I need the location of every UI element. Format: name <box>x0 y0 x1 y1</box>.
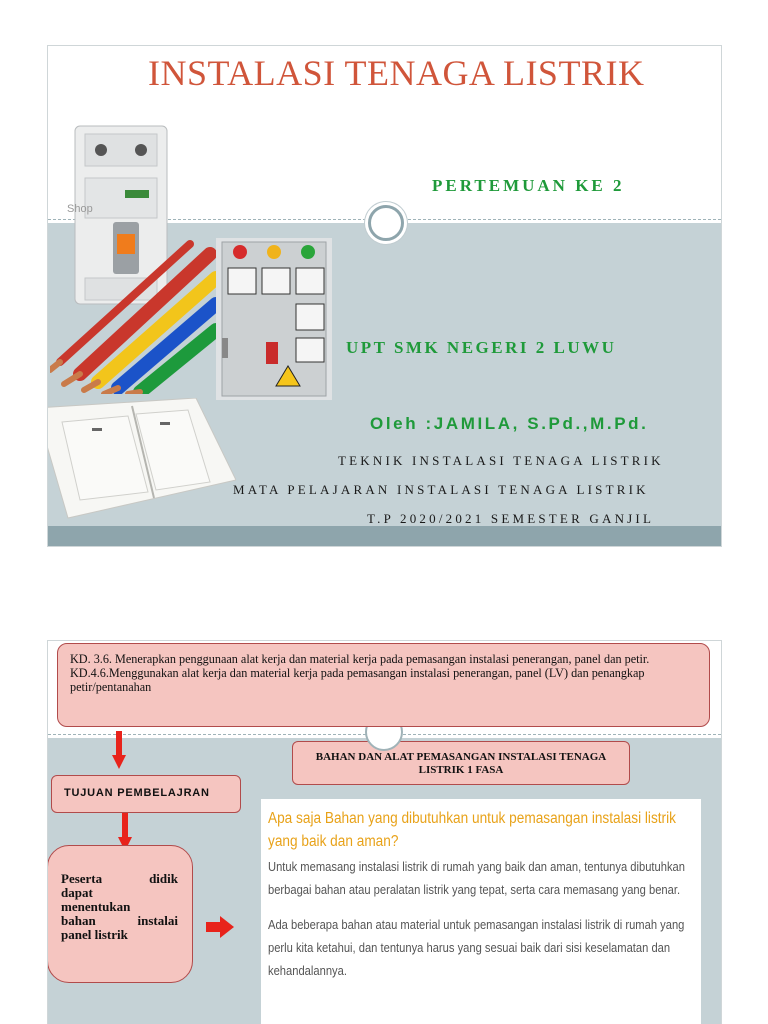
objective-detail-box <box>47 845 193 983</box>
subtitle-year: T.P 2020/2021 SEMESTER GANJIL <box>367 511 655 526</box>
article-paragraph: Ada beberapa bahan atau material untuk pemasangan instalasi listrik di rumah yang perlu kita ketahui, dan tentunya harus yang sesuai baik dari sisi keselamatan dan kehandalannya. <box>268 917 685 978</box>
electrical-panel-image <box>216 238 332 400</box>
meeting-label: PERTEMUAN KE 2 <box>432 176 625 195</box>
article-excerpt <box>261 799 701 1024</box>
title-slide <box>47 45 722 547</box>
arrow-right-icon <box>206 916 234 938</box>
learning-objective-box: TUJUAN PEMBELAJRAN <box>51 775 241 813</box>
objective-word: menentukan <box>61 899 131 914</box>
author-name: Oleh :JAMILA, S.Pd.,M.Pd. <box>370 414 649 433</box>
materials-box: BAHAN DAN ALAT PEMASANGAN INSTALASI TENAGA LISTRIK 1 FASA <box>292 741 630 785</box>
objective-word: didik <box>149 871 178 886</box>
watermark-text: Shop <box>67 203 93 215</box>
objective-word: bahan <box>61 913 96 928</box>
objective-word: instalai <box>137 913 178 928</box>
circle-ornament <box>368 205 404 241</box>
kd-4-6: KD.4.6.Menggunakan alat kerja dan material kerja pada pemasangan instalasi penerangan, panel (LV) dan penangkap petir/pentanahan <box>70 666 645 694</box>
article-title: Apa saja Bahan yang dibutuhkan untuk pemasangan instalasi listrik yang baik dan aman? <box>268 810 676 850</box>
wall-switch-image <box>47 398 236 523</box>
slide-title: INSTALASI TENAGA LISTRIK <box>148 53 645 93</box>
school-name: UPT SMK NEGERI 2 LUWU <box>346 338 617 357</box>
arrow-down-icon <box>112 731 126 771</box>
kd-box <box>57 643 710 727</box>
subtitle-program: TEKNIK INSTALASI TENAGA LISTRIK <box>338 453 664 468</box>
content-slide <box>47 640 722 1024</box>
subtitle-subject: MATA PELAJARAN INSTALASI TENAGA LISTRIK <box>233 482 649 497</box>
objective-word: Peserta <box>61 871 103 886</box>
objective-word: panel listrik <box>61 927 128 942</box>
objective-word: dapat <box>61 885 93 900</box>
article-paragraph: Untuk memasang instalasi listrik di rumah yang baik dan aman, tentunya dibutuhkan berbagai bahan atau peralatan listrik yang tepat, serta cara memasang yang benar. <box>268 859 686 897</box>
electric-cables-image <box>50 234 217 394</box>
slide-bottom-strip <box>48 526 721 547</box>
kd-3-6: KD. 3.6. Menerapkan penggunaan alat kerja dan material kerja pada pemasangan instalasi penerangan, panel dan petir. <box>70 652 650 666</box>
